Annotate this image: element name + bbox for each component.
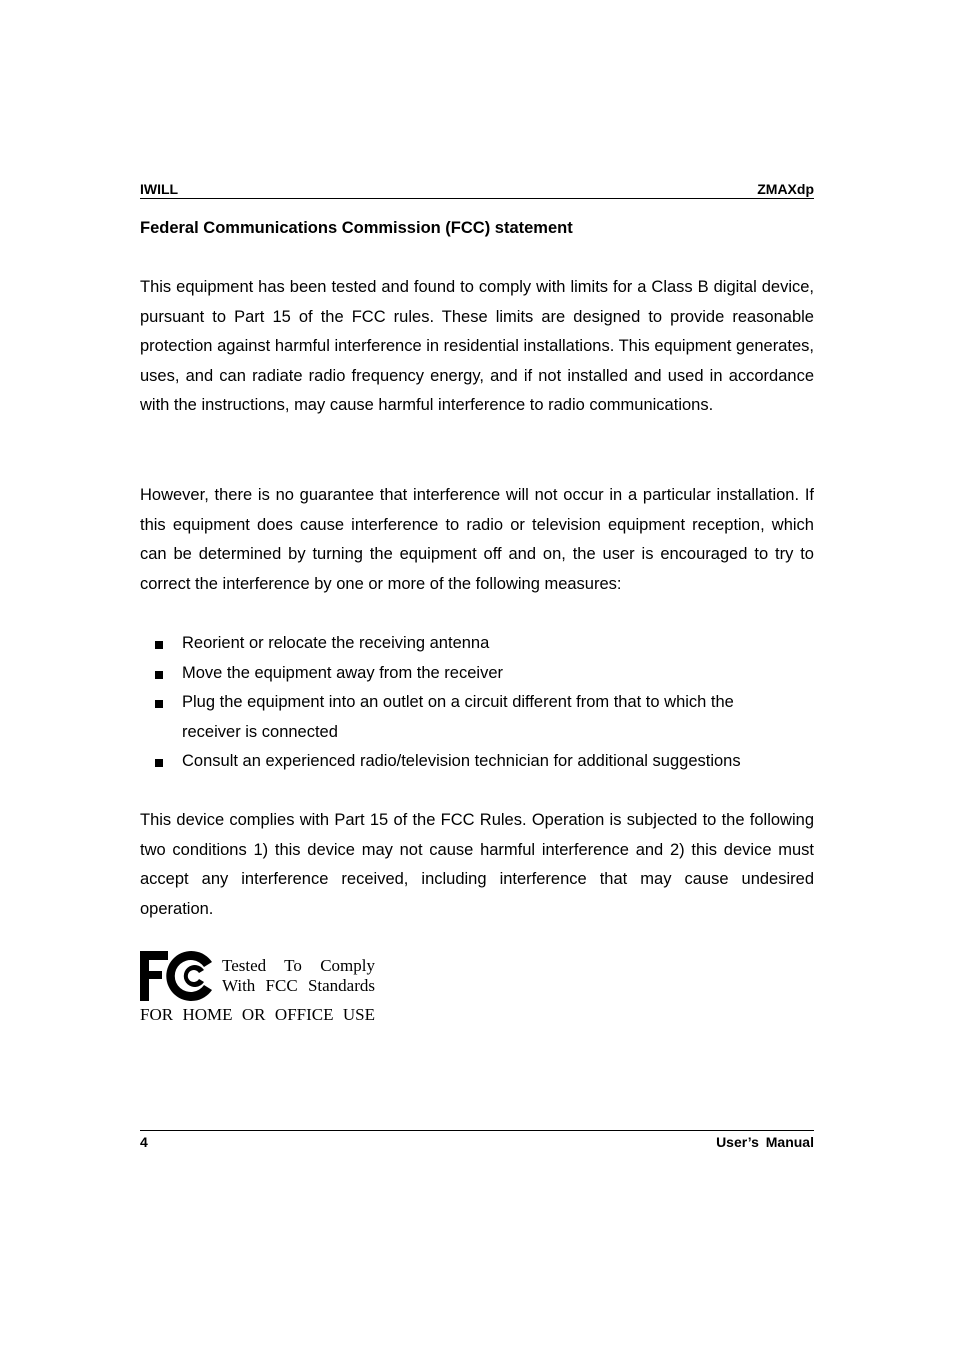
page-footer [140,1130,814,1153]
fcc-logo-icon [140,950,216,1002]
paragraph-3: This device complies with Part 15 of the FCC Rules. Operation is subjected to the following two conditions 1) this device may not cause harmful interference and 2) this device must accept any interference received, including interference that may cause undesired operation. [140,811,814,918]
bullet-square-icon [155,700,163,708]
header-left: IWILL [140,181,179,197]
list-item: Consult an experienced radio/television technician for additional suggestions [140,747,782,777]
fcc-text-line2: With FCC Standards [222,976,375,995]
header-right: ZMAXdp [757,181,814,197]
list-item: Move the equipment away from the receiver [140,659,782,689]
paragraph-2: However, there is no guarantee that interference will not occur in a particular installation. If this equipment does cause interference to radio or television equipment reception, which can be determined by turning the equipment off and on, the user is encouraged to try to correct the interference by one or more of the following measures: [140,486,814,593]
list-item: Plug the equipment into an outlet on a circuit different from that to which the receiver is connected [140,688,782,747]
bullet-square-icon [155,759,163,767]
list-item: Reorient or relocate the receiving antenna [140,629,782,659]
fcc-compliance-mark [140,950,380,1030]
fcc-text-line1: Tested To Comply [222,956,375,975]
page-header [140,180,814,199]
bullet-square-icon [155,641,163,649]
footer-right: User’s Manual [716,1134,814,1150]
section-title: Federal Communications Commission (FCC) statement [140,219,573,237]
paragraph-1: This equipment has been tested and found to comply with limits for a Class B digital device, pursuant to Part 15 of the FCC rules. These limits are designed to provide reasonable protection against harmful interference in residential installations. This equipment generates, uses, and can radiate radio frequency energy, and if not installed and used in accordance with the instructions, may cause harmful interference to radio communications. [140,278,814,415]
measures-list [140,629,814,777]
page-number: 4 [140,1134,148,1150]
fcc-text-line3: FOR HOME OR OFFICE USE [140,1005,375,1024]
bullet-square-icon [155,671,163,679]
